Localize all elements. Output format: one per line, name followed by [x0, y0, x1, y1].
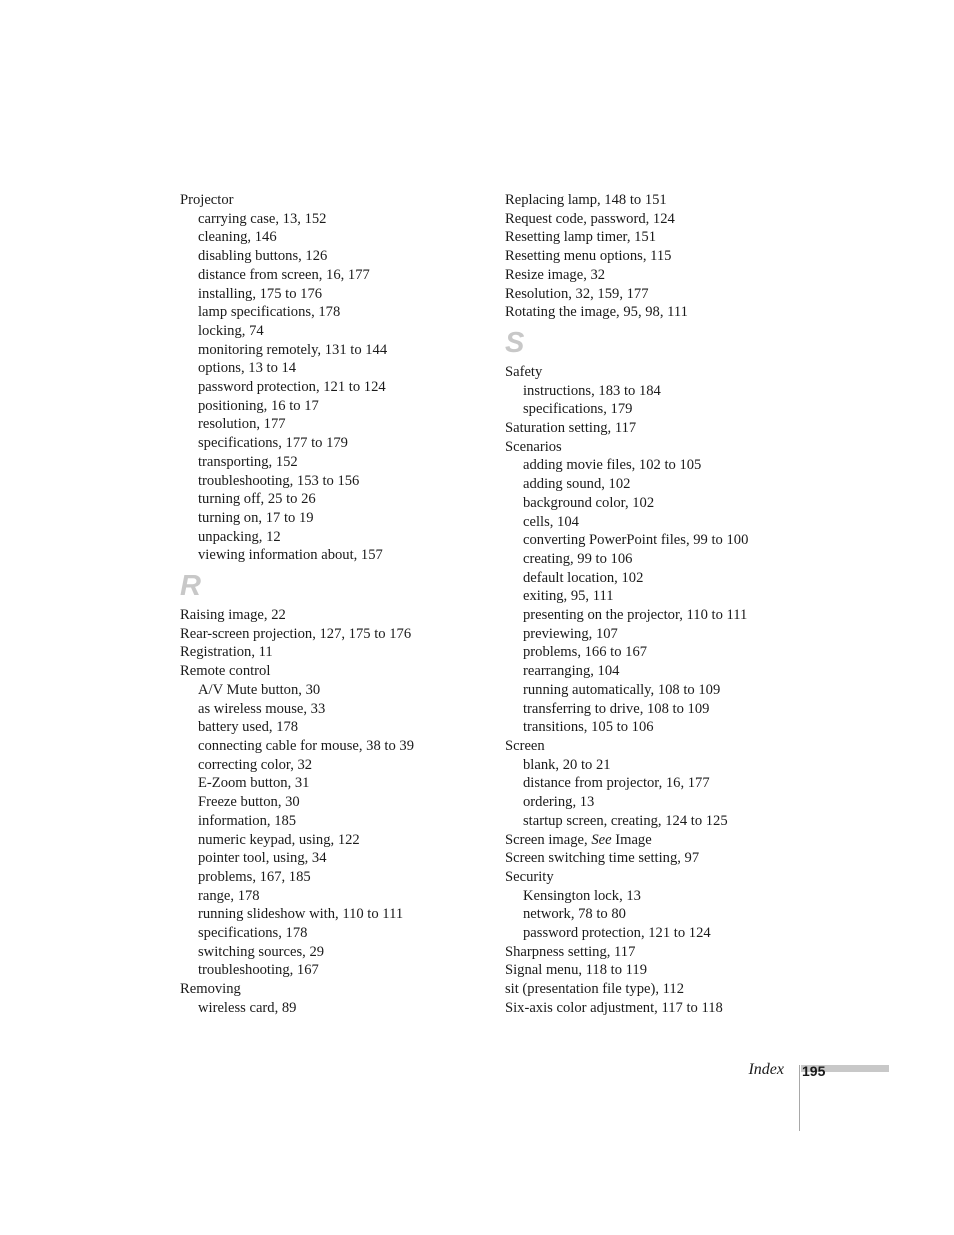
index-entry: Safety — [505, 363, 543, 380]
index-subentry: lamp specifications, 178 — [198, 304, 341, 321]
index-subentry: turning on, 17 to 19 — [198, 509, 314, 526]
index-subentry: switching sources, 29 — [198, 943, 325, 960]
index-entry: Resolution, 32, 159, 177 — [505, 285, 649, 302]
index-subentry: rearranging, 104 — [523, 663, 620, 680]
index-subentry: viewing information about, 157 — [198, 547, 383, 564]
index-subentry: specifications, 178 — [198, 925, 308, 942]
index-entry: Projector — [180, 192, 234, 208]
footer-rule — [799, 1065, 800, 1131]
index-subentry: network, 78 to 80 — [523, 906, 626, 923]
see-reference: See — [591, 831, 612, 848]
index-entry: Sharpness setting, 117 — [505, 943, 636, 960]
index-entry: Resetting menu options, 115 — [505, 248, 672, 265]
section-letter: S — [505, 326, 525, 359]
index-subentry: unpacking, 12 — [198, 528, 281, 545]
index-entry: Resize image, 32 — [505, 266, 606, 283]
index-subentry: distance from screen, 16, 177 — [198, 266, 370, 283]
index-subentry: previewing, 107 — [523, 625, 618, 642]
index-subentry: startup screen, creating, 124 to 125 — [523, 812, 728, 829]
index-subentry: resolution, 177 — [198, 416, 286, 433]
index-subentry: transferring to drive, 108 to 109 — [523, 700, 710, 717]
index-subentry: creating, 99 to 106 — [523, 550, 633, 567]
index-subentry: turning off, 25 to 26 — [198, 491, 316, 508]
index-subentry: Kensington lock, 13 — [523, 887, 641, 904]
index-subentry: Freeze button, 30 — [198, 794, 300, 811]
index-entry: Security — [505, 868, 554, 885]
index-subentry: specifications, 177 to 179 — [198, 435, 348, 452]
index-entry: Rear-screen projection, 127, 175 to 176 — [180, 625, 412, 642]
index-subentry: numeric keypad, using, 122 — [198, 831, 360, 848]
index-subentry: blank, 20 to 21 — [523, 756, 611, 773]
index-subentry: locking, 74 — [198, 322, 264, 339]
index-subentry: presenting on the projector, 110 to 111 — [523, 607, 748, 624]
index-entry: Signal menu, 118 to 119 — [505, 962, 648, 979]
index-subentry: exiting, 95, 111 — [523, 588, 614, 605]
index-subentry: disabling buttons, 126 — [198, 248, 328, 265]
index-subentry: troubleshooting, 153 to 156 — [198, 472, 360, 489]
index-subentry: distance from projector, 16, 177 — [523, 775, 710, 792]
index-subentry: transitions, 105 to 106 — [523, 719, 654, 736]
index-entry: Remote control — [180, 663, 271, 680]
index-subentry: transporting, 152 — [198, 453, 298, 470]
index-entry: Request code, password, 124 — [505, 210, 675, 227]
index-column-left — [180, 191, 480, 1018]
index-subentry: as wireless mouse, 33 — [198, 700, 326, 717]
index-subentry: installing, 175 to 176 — [198, 285, 323, 302]
index-subentry: problems, 166 to 167 — [523, 644, 648, 661]
see-target: Image — [611, 831, 652, 848]
index-entry: Scenarios — [505, 438, 562, 455]
index-subentry: pointer tool, using, 34 — [198, 850, 327, 867]
index-subentry: cells, 104 — [523, 513, 579, 530]
index-subentry: adding sound, 102 — [523, 476, 631, 493]
footer-section-label: Index — [748, 1061, 784, 1078]
index-subentry: converting PowerPoint files, 99 to 100 — [523, 532, 749, 549]
index-subentry: correcting color, 32 — [198, 756, 313, 773]
index-entry: Removing — [180, 981, 241, 998]
index-subentry: positioning, 16 to 17 — [198, 397, 319, 414]
entry-text: Screen image, — [505, 831, 592, 848]
index-subentry: carrying case, 13, 152 — [198, 210, 327, 227]
index-subentry: connecting cable for mouse, 38 to 39 — [198, 737, 415, 754]
index-column-right — [505, 191, 805, 1018]
index-subentry: background color, 102 — [523, 494, 655, 511]
index-subentry: monitoring remotely, 131 to 144 — [198, 341, 388, 358]
index-subentry: range, 178 — [198, 887, 260, 904]
index-subentry: default location, 102 — [523, 569, 644, 586]
page-number: 195 — [802, 1063, 826, 1079]
index-subentry: battery used, 178 — [198, 719, 299, 736]
index-entry: Screen switching time setting, 97 — [505, 850, 700, 867]
index-entry — [505, 831, 805, 850]
index-subentry: running automatically, 108 to 109 — [523, 681, 721, 698]
index-subentry: password protection, 121 to 124 — [523, 925, 711, 942]
index-subentry: problems, 167, 185 — [198, 868, 311, 885]
index-entry: Raising image, 22 — [180, 607, 286, 624]
index-subentry: running slideshow with, 110 to 111 — [198, 906, 404, 923]
index-subentry: troubleshooting, 167 — [198, 962, 319, 979]
index-entry: Saturation setting, 117 — [505, 420, 637, 437]
index-subentry: A/V Mute button, 30 — [198, 681, 321, 698]
index-subentry: ordering, 13 — [523, 794, 595, 811]
index-subentry: E-Zoom button, 31 — [198, 775, 310, 792]
index-subentry: password protection, 121 to 124 — [198, 379, 386, 396]
index-entry: Screen — [505, 737, 545, 754]
index-entry: Replacing lamp, 148 to 151 — [505, 192, 667, 208]
index-subentry: instructions, 183 to 184 — [523, 382, 661, 399]
index-entry: Resetting lamp timer, 151 — [505, 229, 657, 246]
index-subentry: cleaning, 146 — [198, 229, 277, 246]
index-entry: Rotating the image, 95, 98, 111 — [505, 304, 688, 321]
index-subentry: information, 185 — [198, 812, 297, 829]
index-subentry: specifications, 179 — [523, 401, 633, 418]
index-subentry: adding movie files, 102 to 105 — [523, 457, 702, 474]
index-entry: Registration, 11 — [180, 644, 273, 661]
index-entry: Six-axis color adjustment, 117 to 118 — [505, 999, 723, 1016]
index-subentry: options, 13 to 14 — [198, 360, 297, 377]
section-letter: R — [180, 570, 201, 603]
index-entry: sit (presentation file type), 112 — [505, 981, 684, 998]
index-subentry: wireless card, 89 — [198, 999, 297, 1016]
